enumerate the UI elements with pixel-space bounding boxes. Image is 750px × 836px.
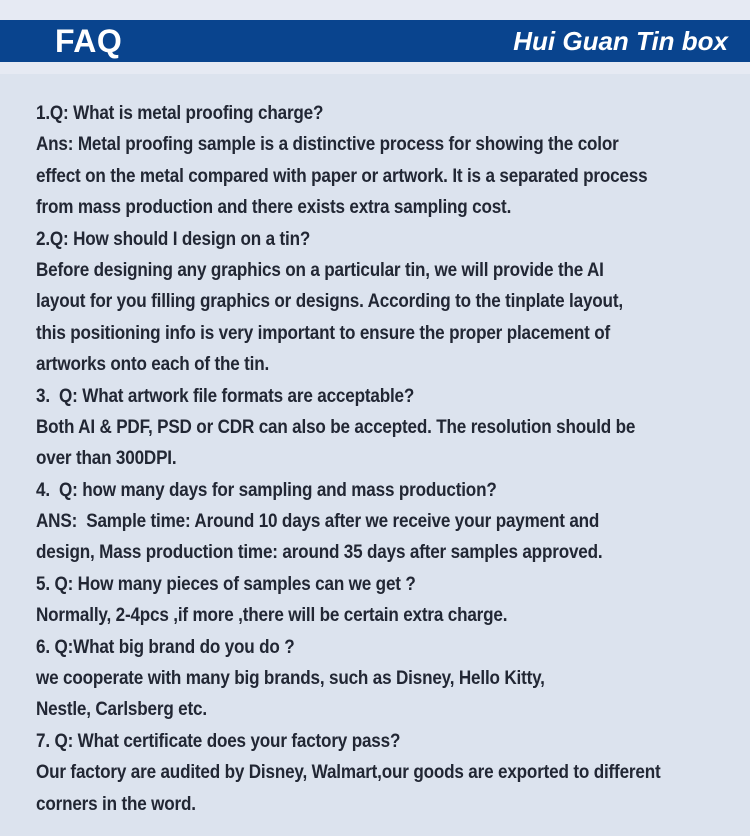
faq-item — [36, 98, 740, 224]
top-strip — [0, 0, 750, 20]
page-title: FAQ — [55, 23, 123, 59]
faq-question: 4. Q: how many days for sampling and mass production? — [36, 479, 497, 501]
faq-answer-line: corners in the word. — [36, 793, 196, 815]
faq-answer-line: Normally, 2-4pcs ,if more ,there will be certain extra charge. — [36, 605, 508, 627]
faq-answer-line: Ans: Metal proofing sample is a distinctive process for showing the color — [36, 134, 619, 156]
faq-question: 6. Q:What big brand do you do ? — [36, 636, 295, 658]
sub-strip — [0, 62, 750, 74]
faq-item — [36, 381, 740, 475]
faq-answer-line: effect on the metal compared with paper or artwork. It is a separated process — [36, 165, 648, 187]
faq-answer-line: design, Mass production time: around 35 days after samples approved. — [36, 542, 603, 564]
brand-name: Hui Guan Tin box — [513, 26, 728, 56]
faq-answer-line: layout for you filling graphics or designs. According to the tinplate layout, — [36, 291, 623, 313]
faq-answer-line: Nestle, Carlsberg etc. — [36, 699, 207, 721]
faq-item — [36, 224, 740, 381]
faq-item — [36, 632, 740, 726]
faq-answer-line: ANS: Sample time: Around 10 days after we receive your payment and — [36, 511, 600, 533]
faq-question: 2.Q: How should I design on a tin? — [36, 228, 311, 250]
faq-answer-line: Before designing any graphics on a particular tin, we will provide the AI — [36, 259, 604, 281]
faq-item — [36, 475, 740, 569]
faq-question: 7. Q: What certificate does your factory pass? — [36, 730, 401, 752]
faq-answer-line: from mass production and there exists extra sampling cost. — [36, 197, 512, 219]
faq-question: 1.Q: What is metal proofing charge? — [36, 103, 324, 124]
faq-item — [36, 726, 740, 820]
faq-answer-line: we cooperate with many big brands, such as Disney, Hello Kitty, — [36, 668, 545, 690]
faq-answer-line: Our factory are audited by Disney, Walmart,our goods are exported to different — [36, 762, 661, 784]
faq-answer-line: artworks onto each of the tin. — [36, 354, 270, 376]
header-bar — [0, 20, 750, 62]
faq-answer-line: Both AI & PDF, PSD or CDR can also be accepted. The resolution should be — [36, 416, 636, 438]
faq-question: 3. Q: What artwork file formats are acceptable? — [36, 385, 415, 407]
faq-item — [36, 569, 740, 632]
faq-content — [0, 74, 750, 836]
faq-question: 5. Q: How many pieces of samples can we get ? — [36, 573, 416, 595]
faq-answer-line: this positioning info is very important to ensure the proper placement of — [36, 322, 611, 344]
faq-answer-line: over than 300DPI. — [36, 448, 177, 470]
